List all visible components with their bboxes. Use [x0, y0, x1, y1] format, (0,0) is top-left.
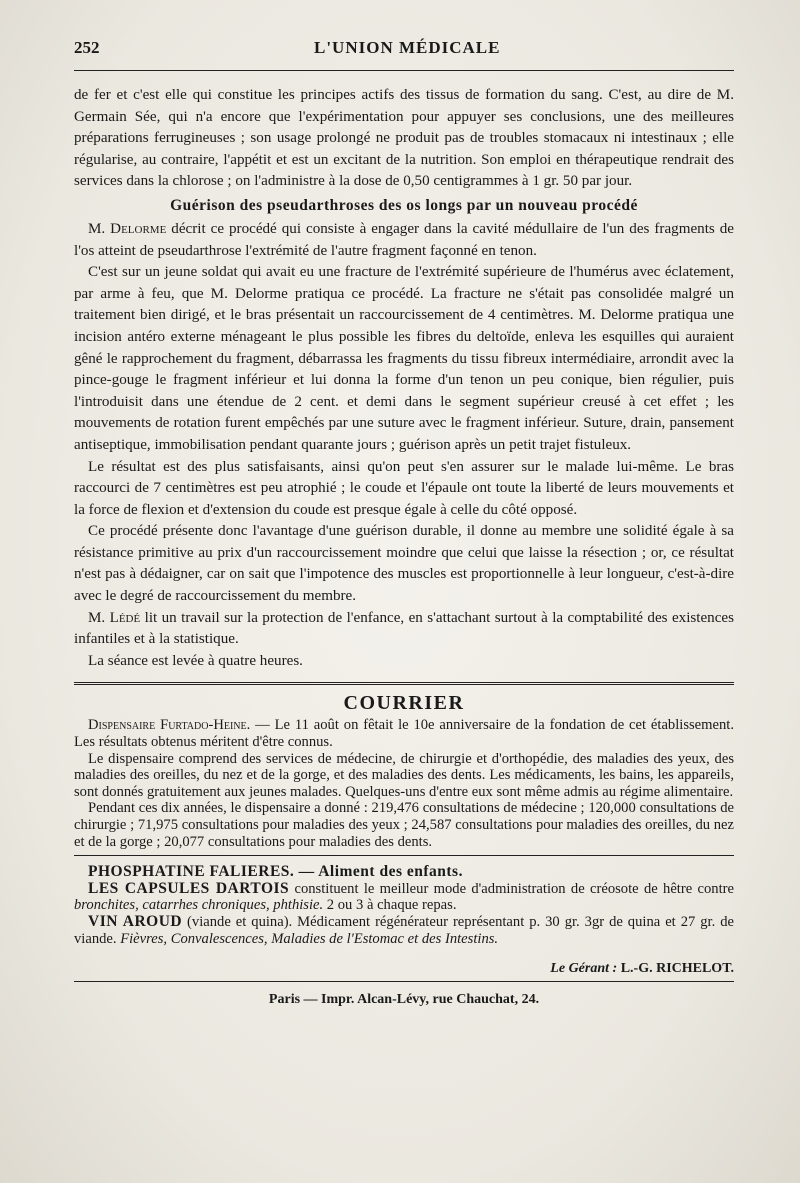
gerant-line	[74, 961, 734, 977]
courrier-paragraph-1	[74, 717, 734, 750]
courrier-title: COURRIER	[343, 692, 465, 715]
running-head	[74, 38, 734, 66]
ad-italic: bronchites, catarrhes chroniques, phthisie.	[74, 897, 324, 914]
paragraph-text: décrit ce procédé qui consiste à engager dans la cavité médullaire de l'un des fragments de l'os atteint de pseudarthrose l'extrémité de l'autre fragment façonné en tenon.	[74, 220, 734, 259]
ad-brand: PHOSPHATINE FALIERES.	[88, 863, 295, 881]
section-divider	[74, 682, 734, 685]
ads-divider	[74, 855, 734, 856]
dispensary-name: Dispensaire Furtado-Heine.	[88, 717, 251, 734]
paragraph-procedure: C'est sur un jeune soldat qui avait eu une fracture de l'extrémité supérieure de l'humérus avec éclatement, par arme à feu, que M. Delorme pratiqua ce procédé. La fracture ne s'était pas consolidée malgré un traitement bien dirigé, et le bras présentait un raccourcissement de 4 centimètres. M. Delorme pratiqua une incision antéro externe ménageant le plus possible les fibres du deltoïde, enleva les esquilles qui auraient gêné le rapprochement du fragment, débarrassa les fragments du tissu fibreux intermédiaire, arrondit avec la pince-gouge le fragment inférieur et lui donna la forme d'un tenon un peu conique, bien régulier, puis l'introduisit dans une étendue de 2 cent. et demi dans le segment supérieur creusé à cet effet ; les mouvements de rotation furent empêchés par une suture avec le fragment inférieur. Suture, drain, pansement antiseptique, immobilisation pendant quarante jours ; guérison après un petit trajet fistuleux.	[74, 264, 734, 453]
courrier-paragraph-3: Pendant ces dix années, le dispensaire a donné : 219,476 consultations de médecine ; 120,000 consultations de chirurgie ; 71,975 consultations pour maladies des yeux ; 24,587 consultations pour maladies des oreilles, du nez et de la gorge ; 20,077 consultations pour maladies des dents.	[74, 800, 734, 850]
header-rule	[74, 70, 734, 71]
advertisements	[74, 864, 734, 947]
paragraph-delorme	[74, 219, 734, 262]
paragraph-result: Le résultat est des plus satisfaisants, ainsi qu'on peut s'en assurer sur le malade lui-même. Le bras raccourci de 7 centimètres est peu atrophié ; le coude et l'épaule ont toute la liberté de leurs mouvements et la force de flexion et d'extension du coude est presque égale à celle du côté opposé.	[74, 458, 734, 518]
courrier-paragraph-2: Le dispensaire comprend des services de médecine, de chirurgie et d'orthopédie, des maladies des yeux, des maladies des oreilles, du nez et de la gorge, et des maladies des dents. Les médicaments, les bains, les appareils, sont donnés gratuitement aux jeunes malades. Quelques-uns d'entre eux sont même admis au régime alimentaire.	[74, 750, 734, 800]
section-title: Guérison des pseudarthroses des os longs par un nouveau procédé	[170, 196, 638, 214]
ad-text: 2 ou 3 à chaque repas.	[323, 897, 457, 914]
page-number: 252	[74, 38, 100, 57]
ad-capsules	[74, 881, 734, 914]
ad-phosphatine	[74, 864, 734, 881]
courrier-section	[74, 691, 734, 850]
ad-italic: Fièvres, Convalescences, Maladies de l'Estomac et des Intestins.	[120, 930, 499, 947]
speaker-name: M. Lédé	[88, 609, 141, 626]
ad-text: (viande et quina). Médicament régénérateur représentant p. 30 gr. 3gr de quina et 27 gr. de viande.	[74, 913, 734, 947]
ad-vin-aroud	[74, 914, 734, 947]
speaker-name: M. Delorme	[88, 220, 167, 237]
ad-brand: LES CAPSULES DARTOIS	[88, 879, 290, 897]
intro-paragraph: de fer et c'est elle qui constitue les principes actifs des tissus de formation du sang. C'est, au dire de M. Germain Sée, qui n'a encore que l'expérimentation pour appuyer ses conclusions, une des meilleures préparations ferrugineuses ; son usage prolongé ne produit pas de troubles stomacaux ni intestinaux ; elle régularise, au contraire, l'appétit et est un excitant de la nutrition. Son emploi en thérapeutique rendrait des services dans la chlorose ; on l'administre à la dose de 0,50 centigrammes à 1 gr. 50 par jour.	[74, 87, 734, 190]
gerant-label: Le Gérant :	[550, 961, 618, 977]
imprint-line: Paris — Impr. Alcan-Lévy, rue Chauchat, 24.	[268, 992, 540, 1008]
paragraph-text: lit un travail sur la protection de l'enfance, en s'attachant surtout à la comptabilité des existences infantiles et à la statistique.	[74, 609, 734, 648]
paragraph-closing: La séance est levée à quatre heures.	[88, 652, 303, 669]
footer-rule	[74, 981, 734, 982]
ad-brand: VIN AROUD	[88, 912, 183, 930]
paragraph-advantage: Ce procédé présente donc l'avantage d'une guérison durable, il donne au membre une solidité égale à sa résistance primitive au prix d'un raccourcissement moindre que celui que laisse la résection ; or, ce résultat n'est pas à dédaigner, car on sait que l'impotence des muscles est proportionnelle à leur longueur, c'est-à-dire avec le degré de raccourcissement du membre.	[74, 523, 734, 605]
ad-text: constituent le meilleur mode d'administration de créosote de hêtre contre	[289, 880, 734, 897]
article-body	[74, 85, 734, 672]
ad-text: — Aliment des enfants.	[294, 863, 463, 881]
gerant-name: L.-G. RICHELOT.	[617, 961, 734, 977]
journal-title: L'UNION MÉDICALE	[314, 38, 501, 57]
paragraph-text: — Le 11 août on fêtait le 10e anniversaire de la fondation de cet établissement. Les résultats obtenus méritent d'être connus.	[74, 717, 734, 751]
paragraph-lede	[74, 608, 734, 651]
